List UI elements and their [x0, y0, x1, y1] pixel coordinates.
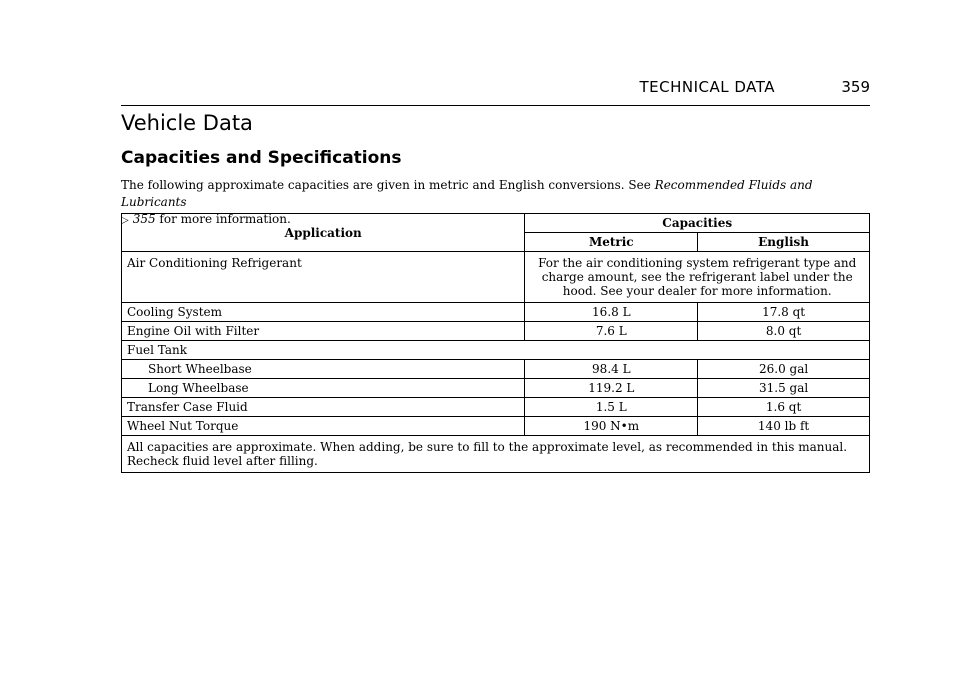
- english-value: 17.8 qt: [698, 303, 870, 322]
- header-application: Application: [122, 214, 525, 252]
- table-row: [122, 252, 870, 303]
- refrigerant-note: For the air conditioning system refrigerant type and charge amount, see the refrigerant label under the hood. See your dealer for more information.: [525, 252, 870, 303]
- row-label: Cooling System: [122, 303, 525, 322]
- row-label: Transfer Case Fluid: [122, 398, 525, 417]
- metric-value: 190 N•m: [525, 417, 698, 436]
- intro-text-end: for more information.: [155, 212, 291, 226]
- english-value: 140 lb ft: [698, 417, 870, 436]
- page-header: [121, 78, 870, 106]
- table-header-row: [122, 214, 870, 233]
- page-reference-icon: ▷: [121, 215, 129, 226]
- table-row: [122, 398, 870, 417]
- table-row: [122, 303, 870, 322]
- english-value: 8.0 qt: [698, 322, 870, 341]
- page-title: Vehicle Data: [121, 111, 253, 135]
- fuel-tank-label: Fuel Tank: [122, 341, 870, 360]
- header-metric: Metric: [525, 233, 698, 252]
- fluids-reference-link[interactable]: Recommended Fluids and Lubricants: [121, 178, 813, 209]
- metric-value: 1.5 L: [525, 398, 698, 417]
- row-label: Long Wheelbase: [122, 379, 525, 398]
- english-value: 26.0 gal: [698, 360, 870, 379]
- table-row: [122, 379, 870, 398]
- metric-value: 119.2 L: [525, 379, 698, 398]
- row-label: Short Wheelbase: [122, 360, 525, 379]
- row-label: Wheel Nut Torque: [122, 417, 525, 436]
- section-subtitle: Capacities and Specifications: [121, 148, 402, 168]
- table-row: [122, 322, 870, 341]
- header-capacities: Capacities: [525, 214, 870, 233]
- table-footer-row: [122, 436, 870, 473]
- intro-text: The following approximate capacities are given in metric and English conversions. See: [121, 178, 655, 192]
- header-english: English: [698, 233, 870, 252]
- capacities-table: [121, 213, 870, 473]
- english-value: 31.5 gal: [698, 379, 870, 398]
- metric-value: 98.4 L: [525, 360, 698, 379]
- english-value: 1.6 qt: [698, 398, 870, 417]
- table-footnote: All capacities are approximate. When adding, be sure to fill to the approximate level, as recommended in this manual. Recheck fluid level after filling.: [122, 436, 870, 473]
- metric-value: 16.8 L: [525, 303, 698, 322]
- row-label: Engine Oil with Filter: [122, 322, 525, 341]
- table-group-row: [122, 341, 870, 360]
- page-number: 359: [841, 78, 870, 96]
- table-row: [122, 417, 870, 436]
- row-label: Air Conditioning Refrigerant: [122, 252, 525, 303]
- metric-value: 7.6 L: [525, 322, 698, 341]
- table-row: [122, 360, 870, 379]
- page-reference-link[interactable]: 355: [132, 212, 156, 226]
- section-title: TECHNICAL DATA: [639, 78, 775, 96]
